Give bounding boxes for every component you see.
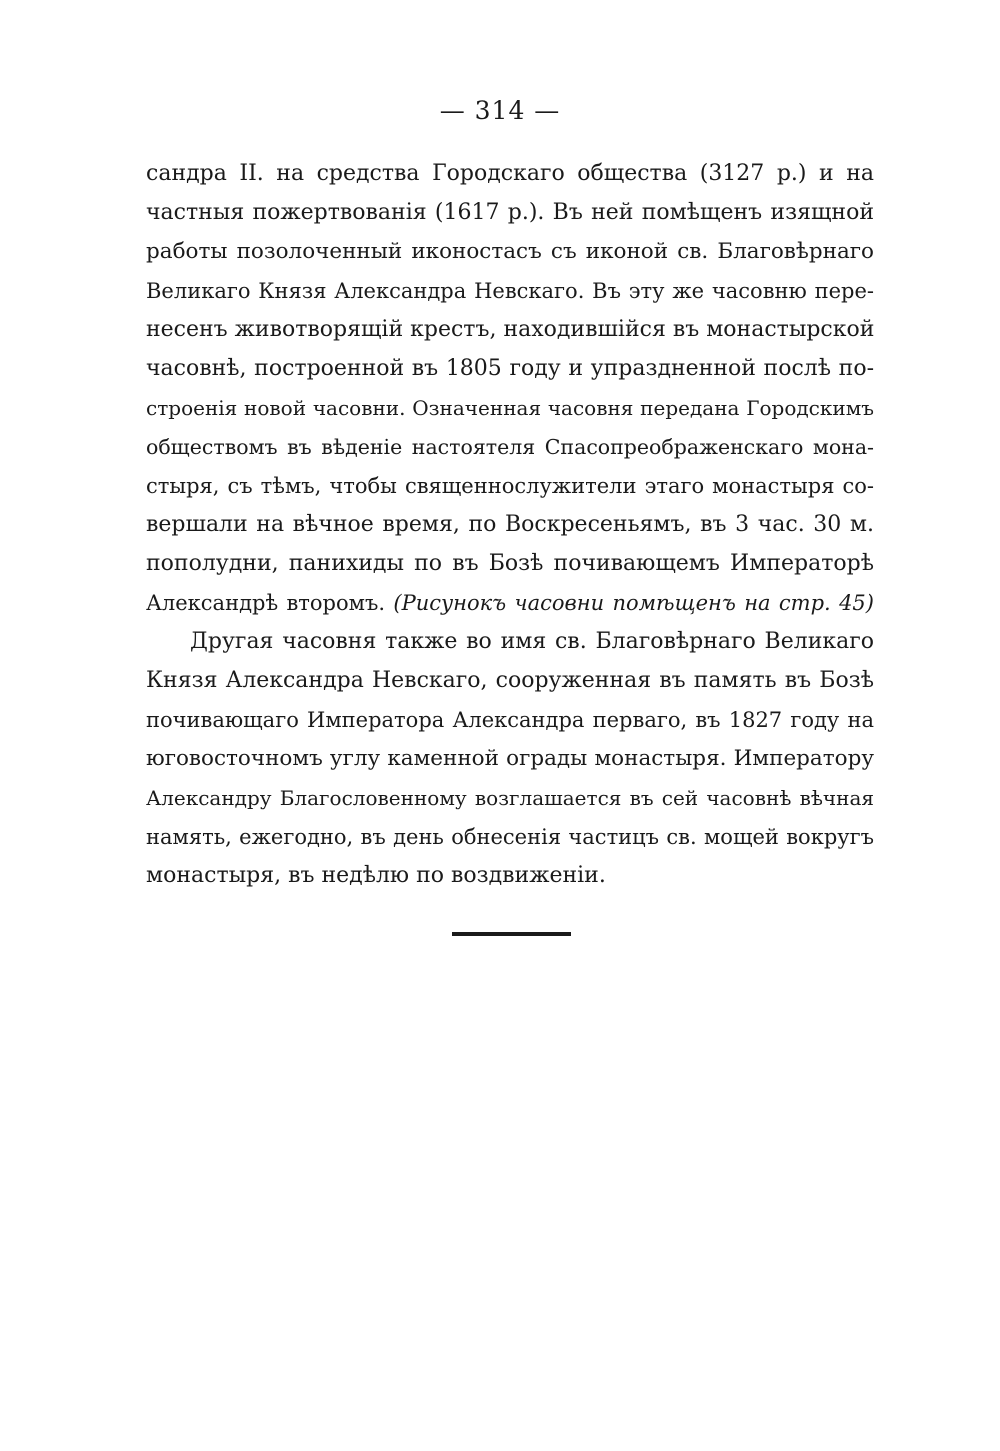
text-line: вершали на вѣчное время, по Воскресеньямъ, въ 3 час. 30 м.	[146, 512, 874, 537]
end-rule	[452, 932, 571, 936]
text-line: сандра II. на средства Городскаго общества (3127 р.) и на	[146, 161, 874, 186]
text-line: часовнѣ, построенной въ 1805 году и упраздненной послѣ по-	[146, 356, 874, 381]
text-line: частныя пожертвованія (1617 р.). Въ ней помѣщенъ изящной	[146, 200, 874, 225]
text-line: Александру Благословенному возглашается въ сей часовнѣ вѣчная	[146, 786, 874, 810]
text-line-start: Александрѣ второмъ.	[146, 591, 386, 615]
text-line: пополудни, панихиды по въ Бозѣ почивающемъ Императорѣ	[146, 551, 874, 576]
text-line: стыря, съ тѣмъ, чтобы священнослужители этаго монастыря со-	[146, 474, 874, 498]
text-line: намять, ежегодно, въ день обнесенія частицъ св. мощей вокругъ	[146, 825, 874, 849]
text-line: Другая часовня также во имя св. Благовѣрнаго Великаго	[190, 629, 874, 654]
text-line: работы позолоченный иконостасъ съ иконой св. Благовѣрнаго	[146, 239, 874, 264]
page-number: — 314 —	[439, 96, 561, 125]
text-line: монастыря, въ недѣлю по воздвиженіи.	[146, 863, 606, 888]
text-line: Князя Александра Невскаго, сооруженная въ память въ Бозѣ	[146, 668, 874, 693]
text-line: Великаго Князя Александра Невскаго. Въ эту же часовню пере-	[146, 279, 874, 303]
figure-reference: (Рисунокъ часовни помѣщенъ на стр. 45)	[393, 591, 874, 615]
text-line: строенія новой часовни. Означенная часовня передана Городскимъ	[146, 396, 874, 420]
text-line: несенъ животворящій крестъ, находившійся въ монастырской	[146, 317, 875, 342]
text-line: почивающаго Императора Александра перваго, въ 1827 году на	[146, 708, 874, 732]
text-line: обществомъ въ вѣденіе настоятеля Спасопреображенскаго мона-	[146, 435, 874, 459]
text-line	[146, 583, 874, 623]
text-line: юговосточномъ углу каменной ограды монастыря. Императору	[146, 746, 874, 771]
